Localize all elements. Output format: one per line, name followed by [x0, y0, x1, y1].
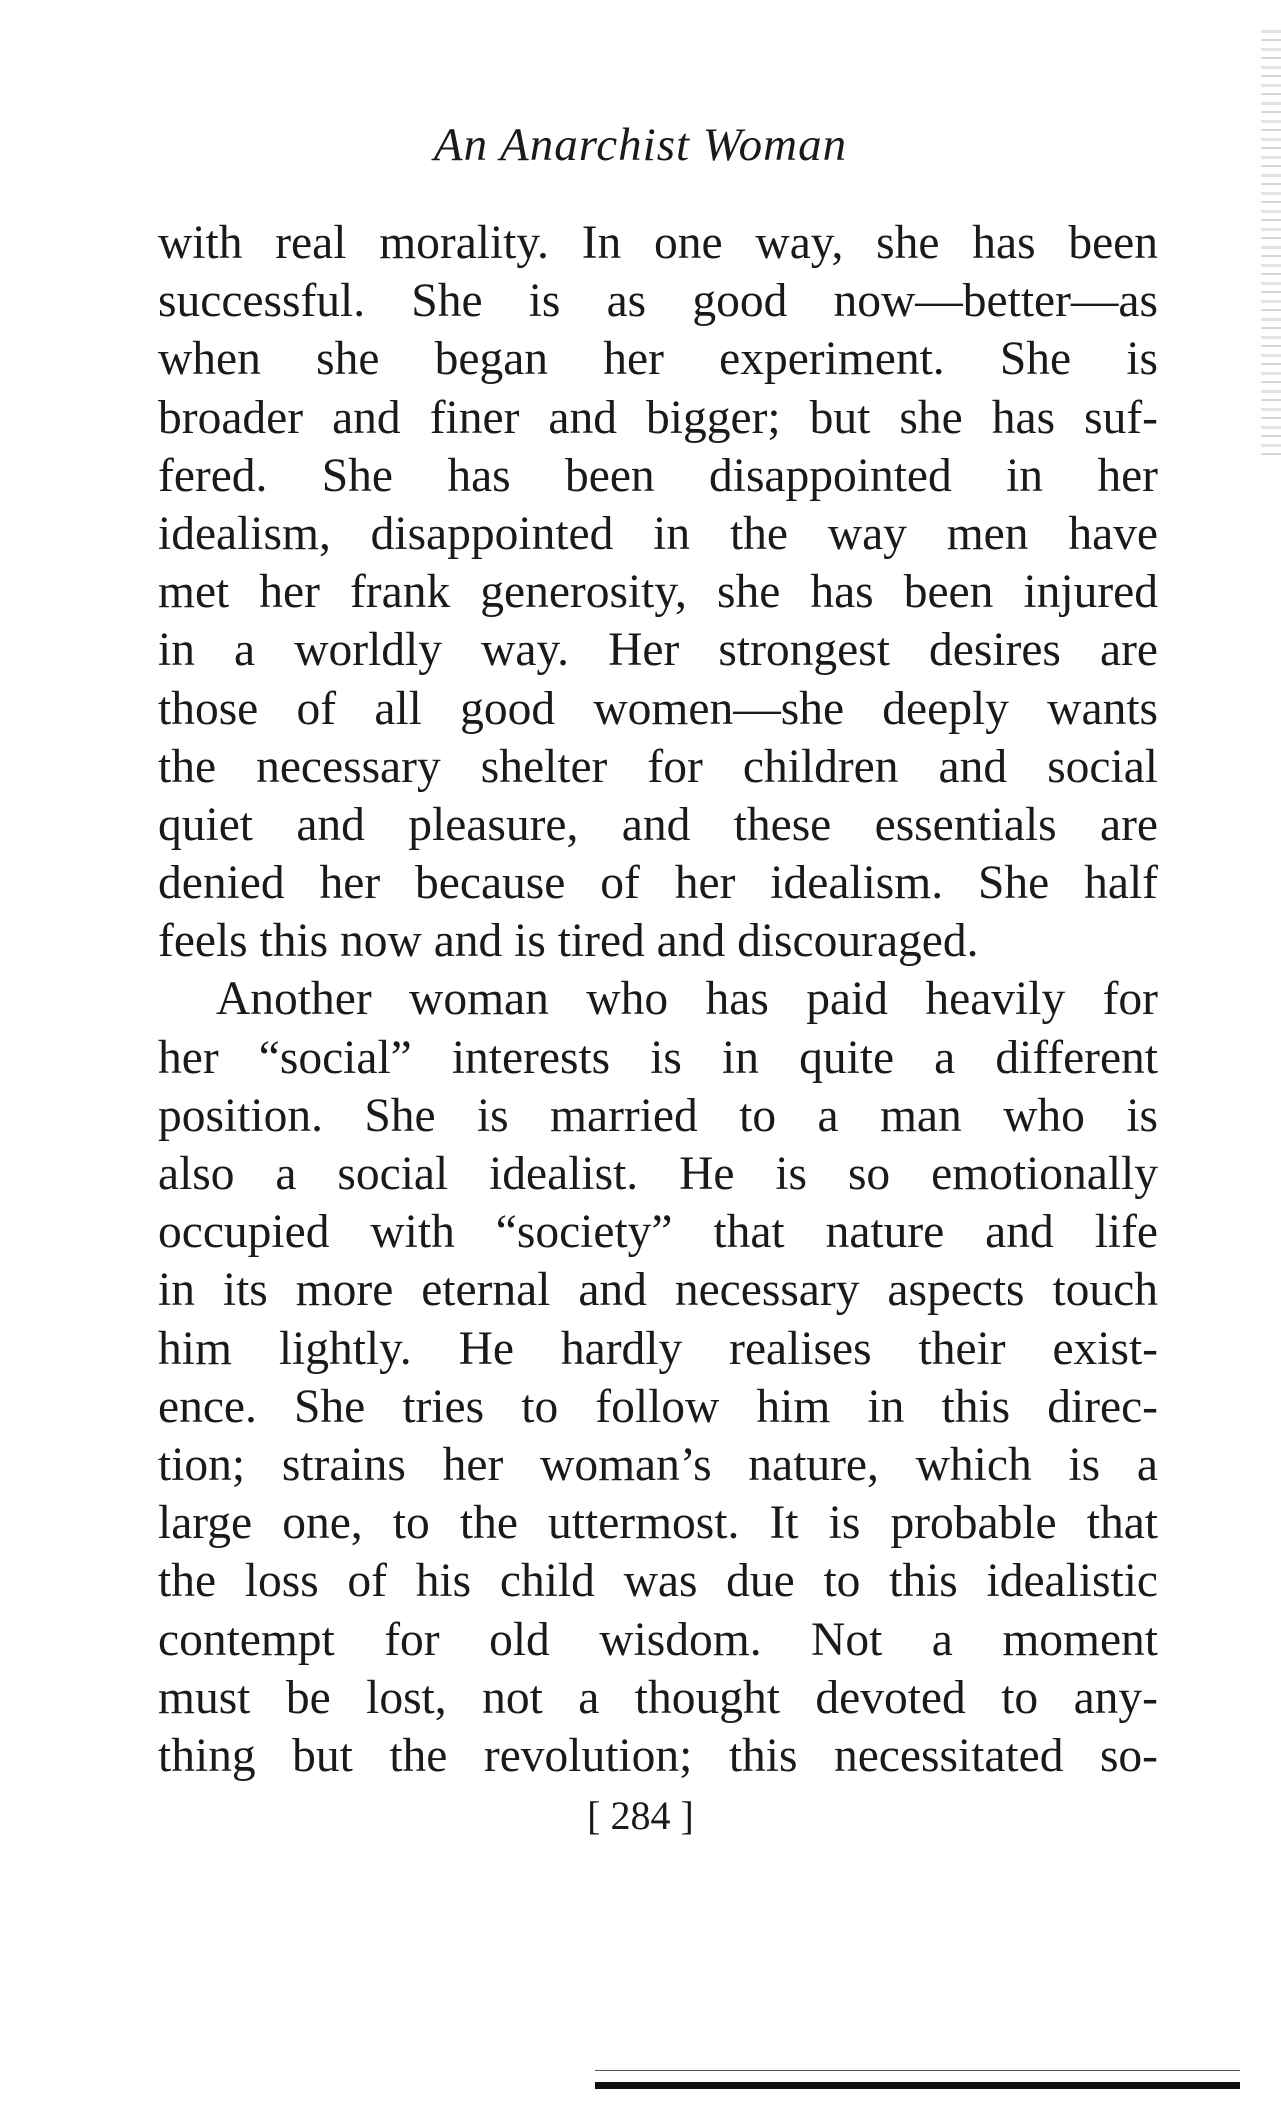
text-line: tion; strains her woman’s nature, which is a — [158, 1438, 1158, 1491]
text-line: when she began her experiment. She is — [158, 333, 1158, 386]
scan-edge-artifact — [1261, 30, 1281, 460]
text-line: ence. She tries to follow him in this direc- — [158, 1380, 1158, 1433]
body-text — [158, 214, 1158, 1785]
text-line: met her frank generosity, she has been injured — [158, 566, 1158, 619]
text-line: successful. She is as good now—better—as — [158, 275, 1158, 328]
text-line: those of all good women—she deeply wants — [158, 682, 1158, 735]
text-line: also a social idealist. He is so emotionally — [158, 1148, 1158, 1200]
text-line: denied her because of her idealism. She half — [158, 857, 1158, 910]
text-line: with real morality. In one way, she has been — [158, 217, 1158, 269]
text-line: occupied with “society” that nature and life — [158, 1206, 1158, 1259]
text-line: idealism, disappointed in the way men have — [158, 507, 1158, 560]
text-line: her “social” interests is in quite a different — [158, 1031, 1158, 1084]
text-line: quiet and pleasure, and these essentials are — [158, 798, 1158, 851]
text-line: must be lost, not a thought devoted to any- — [158, 1671, 1158, 1724]
text-line: the necessary shelter for children and social — [158, 740, 1158, 793]
bottom-rule — [595, 2082, 1240, 2089]
text-line: the loss of his child was due to this idealistic — [158, 1555, 1158, 1608]
text-line: in a worldly way. Her strongest desires are — [158, 624, 1158, 677]
paragraph-start-line: Another woman who has paid heavily for — [216, 973, 1158, 1026]
text-line: in its more eternal and necessary aspects touch — [158, 1264, 1158, 1317]
page-number: [ 284 ] — [587, 1793, 694, 1838]
text-line: fered. She has been disappointed in her — [158, 449, 1158, 502]
text-line: him lightly. He hardly realises their exist- — [158, 1322, 1158, 1375]
bottom-rule-thin — [595, 2070, 1240, 2071]
paragraph-end-line: feels this now and is tired and discouraged. — [158, 915, 979, 968]
text-line: large one, to the uttermost. It is probable that — [158, 1497, 1158, 1550]
text-line: broader and finer and bigger; but she has suf- — [158, 391, 1158, 444]
text-line: position. She is married to a man who is — [158, 1089, 1158, 1142]
text-line: thing but the revolution; this necessitated so- — [158, 1729, 1158, 1782]
text-line: contempt for old wisdom. Not a moment — [158, 1613, 1158, 1666]
running-head: An Anarchist Woman — [433, 119, 848, 171]
